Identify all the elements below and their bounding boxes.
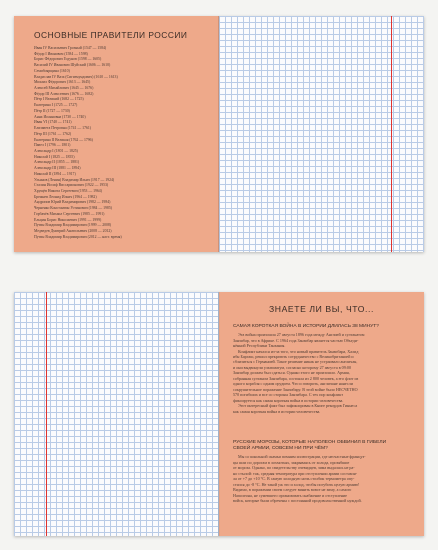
rulers-list <box>34 46 214 240</box>
ruler-entry: Медведев Дмитрий Анатольевич (2008 — 2012) <box>34 229 112 233</box>
ruler-entry: Елизавета Петровна (1741 — 1761) <box>34 126 92 131</box>
article-line: и они выдвинули ультиматум, согласно которому 27 августа в 09:00 <box>233 364 351 370</box>
article-line: одного корабля с одним орудием. Что и говорить, англичане нанесли <box>233 381 353 387</box>
ruler-entry: Павел I (1796 — 1801) <box>34 143 71 148</box>
grid-page-top-right <box>219 16 424 252</box>
booklet-spread-bottom <box>14 292 424 536</box>
article-line: Наполеона, не сумевшего организовать снабжение и отступление <box>233 492 348 498</box>
ruler-entry: Екатерина I (1725 — 1727) <box>34 103 78 108</box>
facts-page-title: ЗНАЕТЕ ЛИ ВЫ, ЧТО... <box>269 304 374 314</box>
booklet-spread-top <box>14 16 424 252</box>
ruler-entry: Черненко Константин Устинович (1984 — 1985) <box>34 206 112 211</box>
article-line: от мороза. Однако, по свидетельству очевидцев, зима выдалась не ра- <box>233 465 355 471</box>
ruler-entry: Александр II (1855 — 1881) <box>34 160 80 165</box>
ruler-entry: Хрущёв Никита Сергеевич (1953 — 1964) <box>34 188 102 193</box>
article-line: ла от +7 до +10 °С. В самую холодную ночь столбик термометра опу- <box>233 476 355 482</box>
article-line: сблизиться с Германией. Такое решение никак не устраивало англичан, <box>233 359 358 365</box>
article-russian-frosts <box>233 440 413 503</box>
article-title <box>233 324 413 330</box>
ruler-entry: Горбачёв Михаил Сергеевич (1985 — 1991) <box>34 211 105 216</box>
article-line: Занзибар должен был сдаться. Однако этого не произошло. Армия, <box>233 370 350 376</box>
article-body <box>233 454 413 503</box>
article-line: сокрушительное поражение Занзибару. В этой войне было НЕСЧЕТНО <box>233 386 358 392</box>
article-line: как самая короткая война в истории человечества. <box>233 408 321 414</box>
ruler-entry: Брежнев Леонид Ильич (1964 — 1982) <box>34 194 97 199</box>
ruler-entry: Фёдор I Иванович (1584 — 1598) <box>34 51 88 56</box>
ruler-entry: Ельцин Борис Николаевич (1991 — 1999) <box>34 217 102 222</box>
ruler-entry: Пётр I Великий (1682 — 1725) <box>34 97 84 102</box>
ruler-entry: Ульянов (Ленин) Владимир Ильич (1917 — 1924) <box>34 177 115 182</box>
ruler-entry: Путин Владимир Владимирович (2012 — наст. время) <box>34 234 122 239</box>
article-title-line: СВОЕЙ АРМИИ, СОВСЕМ НИ ПРИ ЧЁМ? <box>233 446 328 452</box>
ruler-entry: Сталин Иосиф Виссарионович (1922 — 1953) <box>34 183 109 188</box>
margin-line <box>46 292 47 536</box>
ruler-entry: Екатерина II Великая (1762 — 1796) <box>34 137 93 142</box>
article-line: цы шли по дорогам в лохмотьях, закрываясь от холода, прозябшие <box>233 459 350 465</box>
article-title <box>233 440 413 452</box>
grid-page-bottom-left <box>14 292 219 536</box>
ruler-entry: Борис Фёдорович Годунов (1598 — 1605) <box>34 57 102 62</box>
ruler-entry: Николай I (1825 — 1855) <box>34 154 75 159</box>
article-line: ибн Баргаш, решил прекратить сотрудничество с Великобританией и <box>233 354 354 360</box>
article-line: Конфликт начался из-за того, что новый правитель Занзибара, Халид <box>238 348 359 354</box>
article-line: но стылой: так, средняя температура при отступлении армии составля- <box>233 470 358 476</box>
ruler-entry: Иван VI (1740 — 1741) <box>34 120 72 125</box>
article-line: собранная султаном Занзибара, состояла из 2 800 человек, а его флот из <box>233 375 359 381</box>
ruler-entry: Путин Владимир Владимирович (1999 — 2008) <box>34 223 112 228</box>
ruler-entry: Иван IV Васильевич Грозный (1547 — 1584) <box>34 46 107 50</box>
fold-line <box>218 16 220 252</box>
facts-page <box>219 292 424 536</box>
ruler-entry: Владислав IV Ваза (Сигизмундович) (1610 — 1613) <box>34 74 118 79</box>
margin-line <box>391 16 392 252</box>
article-line: Этот интересный факт был зафиксирован в Книге рекордов Гиннеса <box>238 403 358 409</box>
article-line: Занзибар, что в Африке. С 1964 года Занзибар является частью Объеди- <box>233 337 359 343</box>
article-line: стился до -8 °С. Не такой уж это и холод, чтобы погубить целую армию! <box>233 481 360 487</box>
article-title-line: САМАЯ КОРОТКАЯ ВОЙНА В ИСТОРИИ ДЛИЛАСЬ 38 МИНУТ? <box>233 324 379 329</box>
ruler-entry: Фёдор III Алексеевич (1676 — 1682) <box>34 91 94 96</box>
ruler-entry: Андропов Юрий Владимирович (1982 — 1984) <box>34 200 111 205</box>
article-title-line: РУССКИЕ МОРОЗЫ, КОТОРЫЕ НАПОЛЕОН ОБВИНИЛ В ГИБЕЛИ <box>233 440 387 445</box>
ruler-entry: Пётр III (1761 — 1762) <box>34 131 72 136</box>
article-line: Мы со школьной скамьи помним иллюстрации, где несчастные француз- <box>238 454 366 460</box>
article-shortest-war <box>233 324 413 414</box>
article-line: нённой Республики Танзания. <box>233 343 286 349</box>
ruler-entry: Василий IV Иванович Шуйский (1606 — 1610) <box>34 63 111 68</box>
ruler-entry: Алексей Михайлович (1645 — 1676) <box>34 86 94 91</box>
article-line: Видимо, в поражении своем следует винить вовсе не зиму, а самого <box>233 487 352 493</box>
ruler-entry: Семибоярщина (1610) <box>34 68 70 73</box>
article-body <box>233 332 413 414</box>
ruler-entry: Николай II (1894 — 1917) <box>34 171 76 176</box>
rulers-page-title: ОСНОВНЫЕ ПРАВИТЕЛИ РОССИИ <box>34 30 188 40</box>
ruler-entry: Анна Иоанновна (1730 — 1740) <box>34 114 86 119</box>
fold-line <box>218 292 220 536</box>
ruler-entry: Александр I (1801 — 1825) <box>34 148 78 153</box>
article-line: 570 погибших и все со стороны Занзибара. С тех пор конфликт <box>233 392 344 398</box>
article-line: Эта война произошла 27 августа 1896 года между Англией и султанатом <box>238 332 365 338</box>
ruler-entry: Пётр II (1727 — 1730) <box>34 108 70 113</box>
article-line: войск, которые были обречены с постоянной продовольственной нуждой. <box>233 498 362 504</box>
article-line: фиксируется как самая короткая война в истории человечества. <box>233 397 344 403</box>
ruler-entry: Александр III (1881 — 1894) <box>34 166 81 171</box>
ruler-entry: Михаил Фёдорович (1613 — 1645) <box>34 80 91 85</box>
rulers-page <box>14 16 219 252</box>
